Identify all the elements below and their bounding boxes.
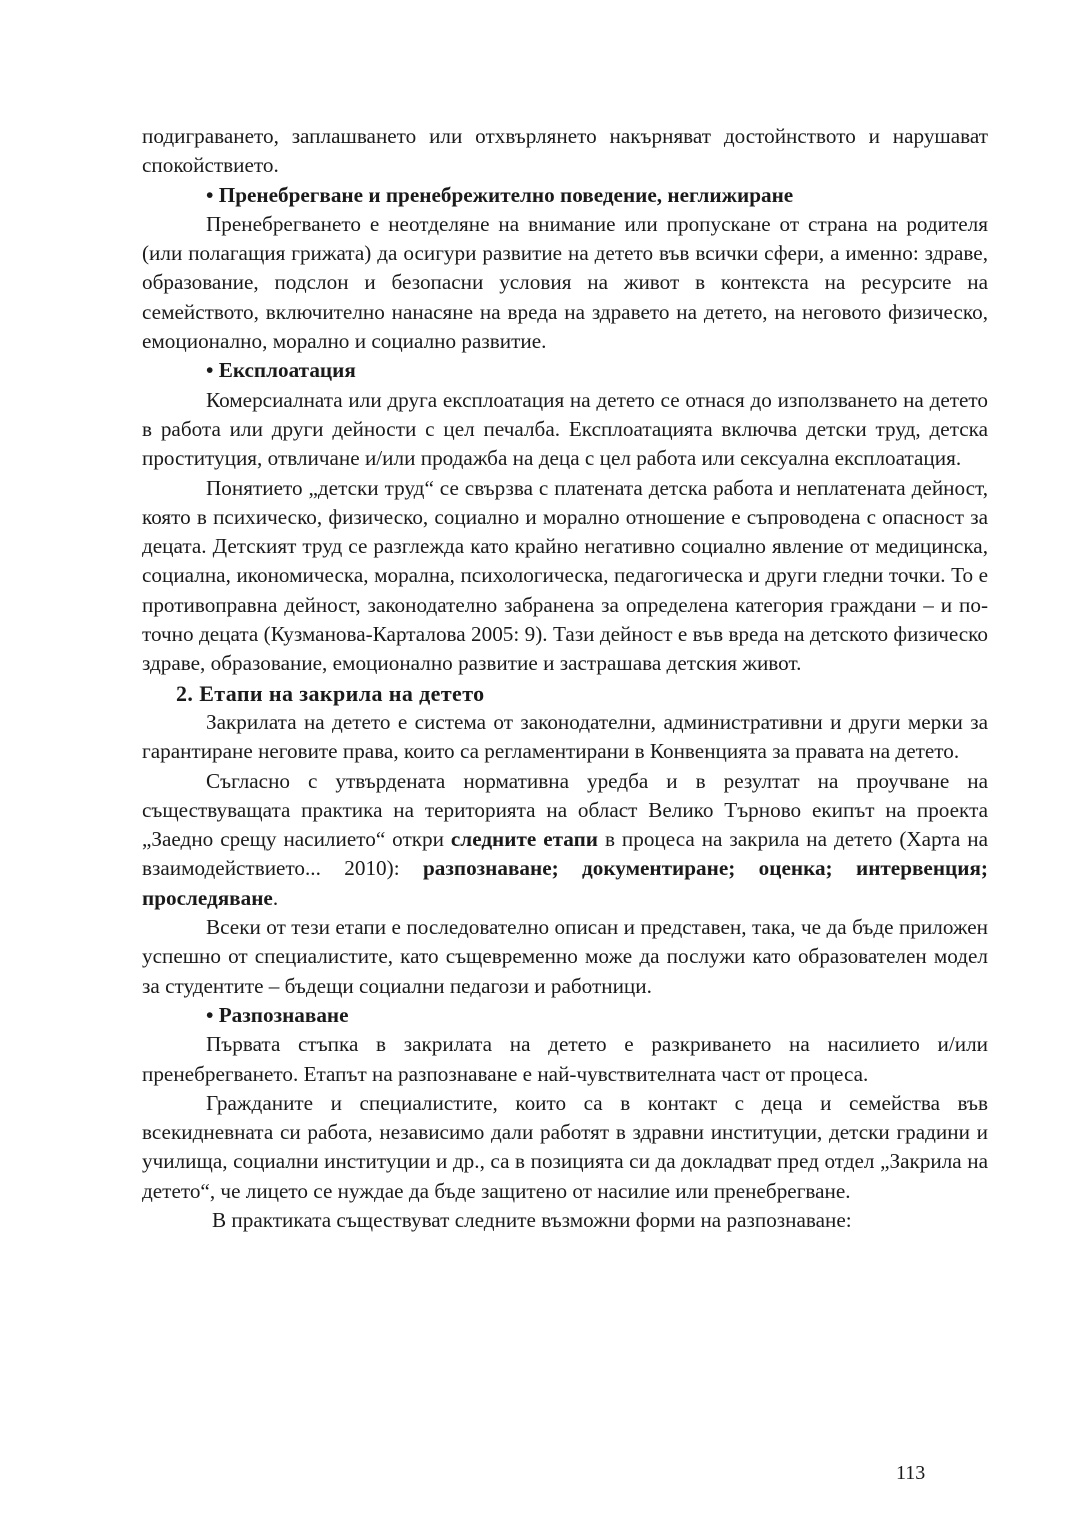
section-title-stages: 2. Етапи на закрила на детето: [176, 680, 485, 706]
paragraph-stages: [142, 767, 988, 913]
stages-text-a: Съгласно с утвърдената нормативна уредба и в резултат на проучване на съществуващата практика на територията на област Велико Търново екипът на проекта „Заедно срещу насилието“ откри: [142, 768, 988, 852]
paragraph-stages-description: Всеки от тези етапи е последователно описан и представен, така, че да бъде приложен успешно от специалистите, като същевременно може да послужи като образователен модел за студентите – бъдещи социални педагози и работници.: [142, 915, 988, 998]
heading-recognition: • Разпознаване: [206, 1002, 349, 1027]
page-body: [142, 122, 988, 1235]
paragraph-recognition-3: В практиката съществуват следните възможни форми на разпознаване:: [212, 1207, 852, 1232]
stages-list-bold: разпознаване; документиране; оценка; интервенция; проследяване: [142, 856, 988, 910]
page-number: 113: [896, 1462, 926, 1484]
paragraph-neglect: Пренебрегването е неотделяне на внимание или пропускане от страна на родителя (или полагащия грижата) да осигури развитие на детето във всички сфери, а именно: здраве, образование, подслон и безопасни условия на живот в контекста на ресурсите на семейството, включително нанасяне на вреда на здравето на детето, на неговото физическо, емоционално, морално и социално развитие.: [142, 211, 988, 354]
heading-neglect: • Пренебрегване и пренебрежително поведение, неглижиране: [206, 182, 794, 207]
stages-text-end: .: [272, 885, 279, 910]
paragraph-intro-continuation: подиграването, заплашването или отхвърлянето накърняват достойнството и нарушават спокойствието.: [142, 124, 988, 178]
paragraph-exploitation: Комерсиалната или друга експлоатация на детето се отнася до използването на детето в работа или други дейности с цел печалба. Експлоатацията включва детски труд, детска проституция, отвличане и/или продажба на деца с цел работа или сексуална експлоатация.: [142, 387, 988, 471]
stages-text-bold-1: следните етапи: [450, 827, 599, 852]
paragraph-recognition-1: Първата стъпка в закрилата на детето е разкриването на насилието и/или пренебрегването. Етапът на разпознаване е най-чувствителната част от процеса.: [142, 1032, 988, 1086]
stages-text-c: в процеса на закрила на детето (Харта на взаимодействието... 2010):: [142, 827, 988, 881]
paragraph-protection-system: Закрилата на детето е система от законодателни, административни и други мерки за гарантиране неговите права, които са регламентирани в Конвенцията за правата на детето.: [142, 709, 988, 764]
paragraph-recognition-2: Гражданите и специалистите, които са в контакт с деца и семейства във всекидневната си работа, независимо дали работят в здравни институции, детски градини и училища, социални институции и др., са в позицията си да докладват пред отдел „Закрила на детето“, че лицето се нуждае да бъде защитено от насилие или пренебрегване.: [142, 1090, 988, 1203]
heading-exploitation: • Експлоатация: [206, 358, 356, 383]
paragraph-child-labor: Понятието „детски труд“ се свързва с платената детска работа и неплатената дейност, която в психическо, физическо, социално и морално отношение е съпроводена с опасност за децата. Детският труд се разглежда като крайно негативно социално явление от медицинска, социална, икономическа, морална, психологическа, педагогическа и други гледни точки. То е противоправна дейност, законодателно забранена за определена категория граждани – и по-точно децата (Кузманова-Карталова 2005: 9). Тази дейност е във вреда на детското физическо здраве, образование, емоционално развитие и застрашава детския живот.: [142, 475, 988, 676]
